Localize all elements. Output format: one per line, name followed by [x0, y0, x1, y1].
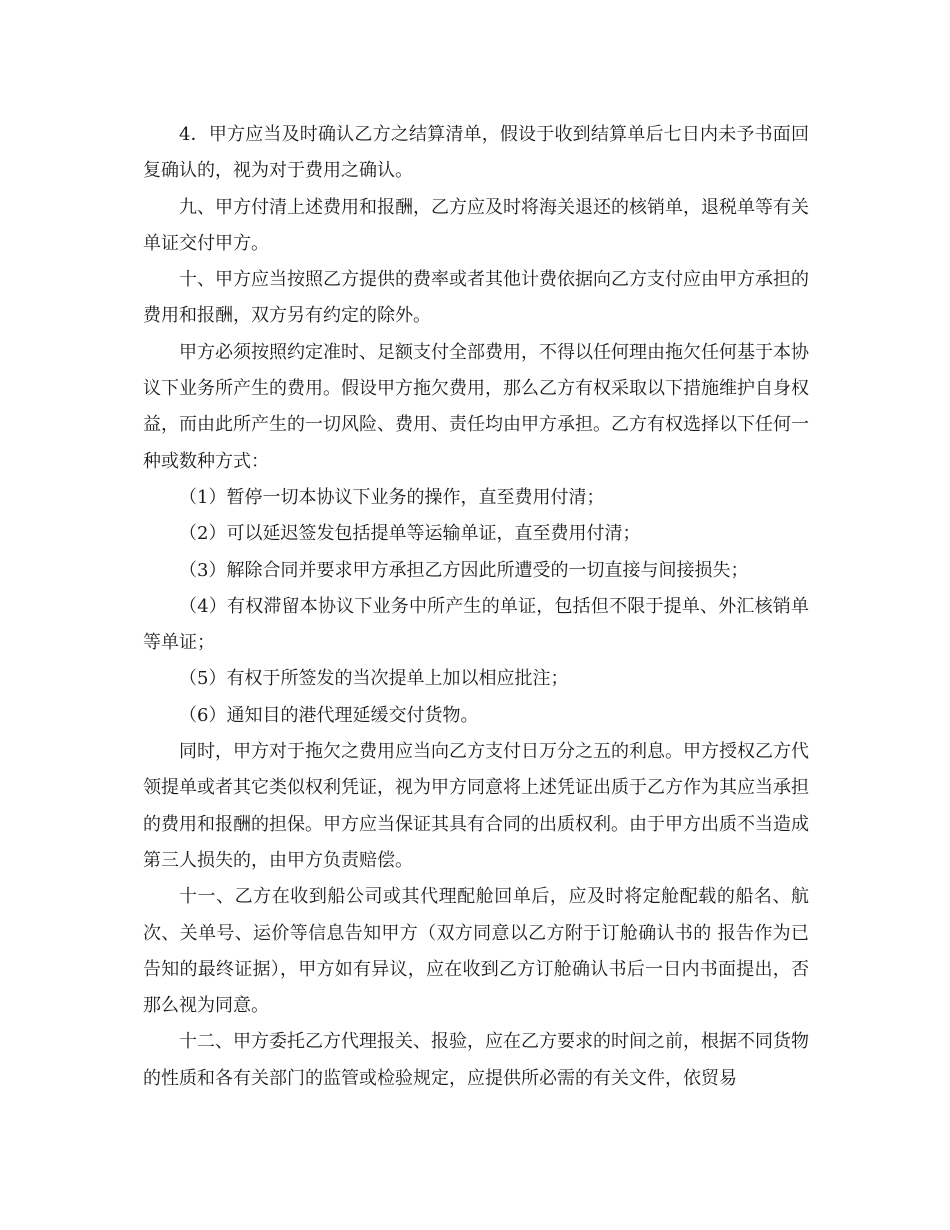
measure-item-1: （1）暂停一切本协议下业务的操作，直至费用付清； [179, 486, 605, 508]
measure-item-3: （3）解除合同并要求甲方承担乙方因此所遭受的一切直接与间接损失； [179, 559, 749, 581]
clause-9-documents-delivery: 九、甲方付清上述费用和报酬，乙方应及时将海关退还的核销单，退税单等有关单证交付甲方。 [143, 196, 809, 254]
measure-item-4: （4）有权滞留本协议下业务中所产生的单证，包括但不限于提单、外汇核销单等单证； [143, 595, 809, 654]
clause-12-customs-declaration: 十二、甲方委托乙方代理报关、报验，应在乙方要求的时间之前，根据不同货物的性质和各有关部门的监管或检验规定，应提供所必需的有关文件，依贸易 [143, 1031, 809, 1089]
clause-10-payment: 十、甲方应当按照乙方提供的费率或者其他计费依据向乙方支付应由甲方承担的费用和报酬，双方另有约定的除外。 [143, 269, 809, 327]
payment-obligation-paragraph: 甲方必须按照约定准时、足额支付全部费用，不得以任何理由拖欠任何基于本协议下业务所产生的费用。假设甲方拖欠费用，那么乙方有权采取以下措施维护自身权益，而由此所产生的一切风险、费用、责任均由甲方承担。乙方有权选择以下任何一种或数种方式： [143, 341, 809, 472]
measure-item-5: （5）有权于所签发的当次提单上加以相应批注； [179, 668, 569, 690]
document-page [143, 117, 809, 1097]
measure-item-2: （2）可以延迟签发包括提单等运输单证，直至费用付清； [179, 523, 641, 545]
clause-4-settlement: 4．甲方应当及时确认乙方之结算清单，假设于收到结算单后七日内未予书面回复确认的，视为对于费用之确认。 [143, 124, 809, 182]
clause-11-booking-notice: 十一、乙方在收到船公司或其代理配舱回单后，应及时将定舱配载的船名、航次、关单号、运价等信息告知甲方（双方同意以乙方附于订舱确认书的 报告作为已告知的最终证据），甲方如有异议，应在收到乙方订舱确认书后一日内书面提出，否那么视为同意。 [143, 886, 809, 1017]
interest-pledge-paragraph: 同时，甲方对于拖欠之费用应当向乙方支付日万分之五的利息。甲方授权乙方代领提单或者其它类似权利凭证，视为甲方同意将上述凭证出质于乙方作为其应当承担的费用和报酬的担保。甲方应当保证其具有合同的出质权利。由于甲方出质不当造成第三人损失的，由甲方负责赔偿。 [143, 741, 809, 871]
measure-item-6: （6）通知目的港代理延缓交付货物。 [179, 704, 479, 726]
